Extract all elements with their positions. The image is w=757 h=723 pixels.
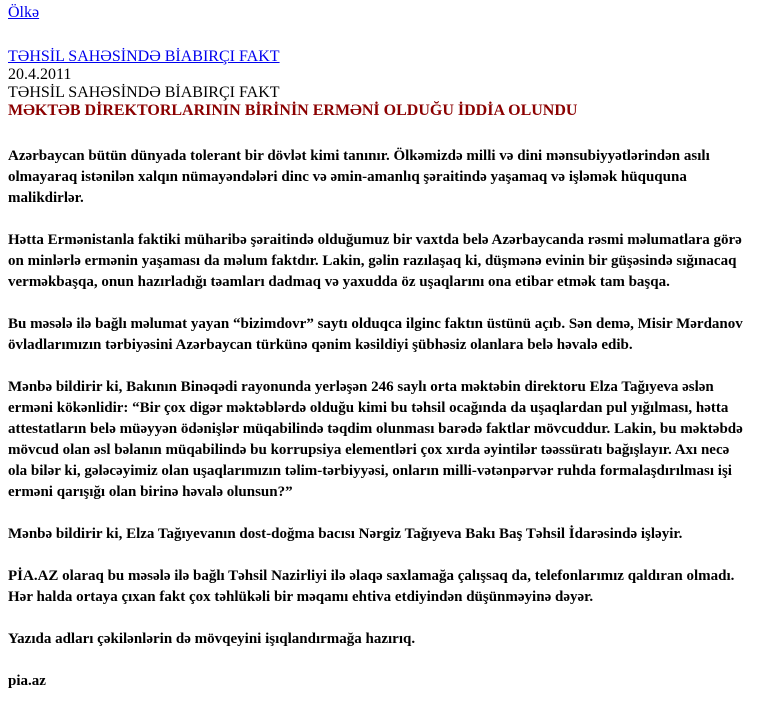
article-paragraph: Mənbə bildirir ki, Elza Tağıyevanın dost-doğma bacısı Nərgiz Tağıyeva Bakı Baş Təhsil İdarəsində işləyir.: [8, 526, 683, 542]
article-paragraph: PİA.AZ olaraq bu məsələ ilə bağlı Təhsil Nazirliyi ilə əlaqə saxlamağa çalışsaq da, telefonlarımız qaldıran olmadı. Hər halda ortaya çıxan fakt çox təhlükəli bir məqamı ehtiva etdiyindən düşünməyinə dəyər.: [8, 568, 735, 605]
article-paragraph: Bu məsələ ilə bağlı məlumat yayan “bizimdovr” saytı olduqca ilginc faktın üstünü açıb. Sən demə, Misir Mərdanov övladlarımızın tərbiyəsini Azərbaycan türkünə qənim kəsildiyi şübhəsiz olanlara belə həvalə edib.: [8, 316, 743, 353]
article-source: pia.az: [8, 673, 46, 689]
article-date: 20.4.2011: [8, 66, 72, 83]
category-link[interactable]: Ölkə: [8, 4, 40, 21]
article-subtitle: MƏKTƏB DİREKTORLARININ BİRİNİN ERMƏNİ OLDUĞU İDDİA OLUNDU: [8, 102, 578, 119]
article-paragraph: Hətta Ermənistanla faktiki müharibə şəraitində olduğumuz bir vaxtda belə Azərbaycanda rəsmi məlumatlara görə on minlərlə ermənin yaşaması da məlum faktdır. Lakin, gəlin razılaşaq ki, düşmənə evinin bir güşəsində sığınacaq verməkbaşqa, onun hazırladığı təamları dadmaq və yaxudda öz uşaqlarını ona etibar etmək tam başqa.: [8, 232, 742, 290]
article-paragraph: Azərbaycan bütün dünyada tolerant bir dövlət kimi tanınır. Ölkəmizdə milli və dini mənsubiyyətlərindən asılı olmayaraq istənilən xalqın nümayəndələri dinc və əmin-amanlıq şəraitində yaşamaq və işləmək hüququna malikdirlər.: [8, 148, 710, 206]
article-title: TƏHSİL SAHƏSİNDƏ BİABIRÇI FAKT: [8, 84, 280, 101]
article-title-link[interactable]: TƏHSİL SAHƏSİNDƏ BİABIRÇI FAKT: [8, 48, 280, 65]
article-paragraph: Yazıda adları çəkilənlərin də mövqeyini işıqlandırmağa hazırıq.: [8, 631, 416, 647]
article-paragraph: Mənbə bildirir ki, Bakının Binəqədi rayonunda yerləşən 246 saylı orta məktəbin direktoru Elza Tağıyeva əslən erməni kökənlidir: “Bir çox digər məktəblərdə olduğu kimi bu təhsil ocağında da uşaqlardan pul yığılması, hətta attestatların belə müəyyən ödənişlər müqabilində təqdim olunması barədə faktlar mövcuddur. Lakin, bu məktəbdə mövcud olan əsl bəlanın müqabilində bu korrupsiya elementləri çox xırda əyintilər təəssüratı bağışlayır. Axı necə ola bilər ki, gələcəyimiz olan uşaqlarımızın təlim-tərbiyyəsi, onların milli-vətənpərvər ruhda formalaşdırılması işi erməni qarışığı olan birinə həvalə olunsun?”: [8, 379, 743, 500]
